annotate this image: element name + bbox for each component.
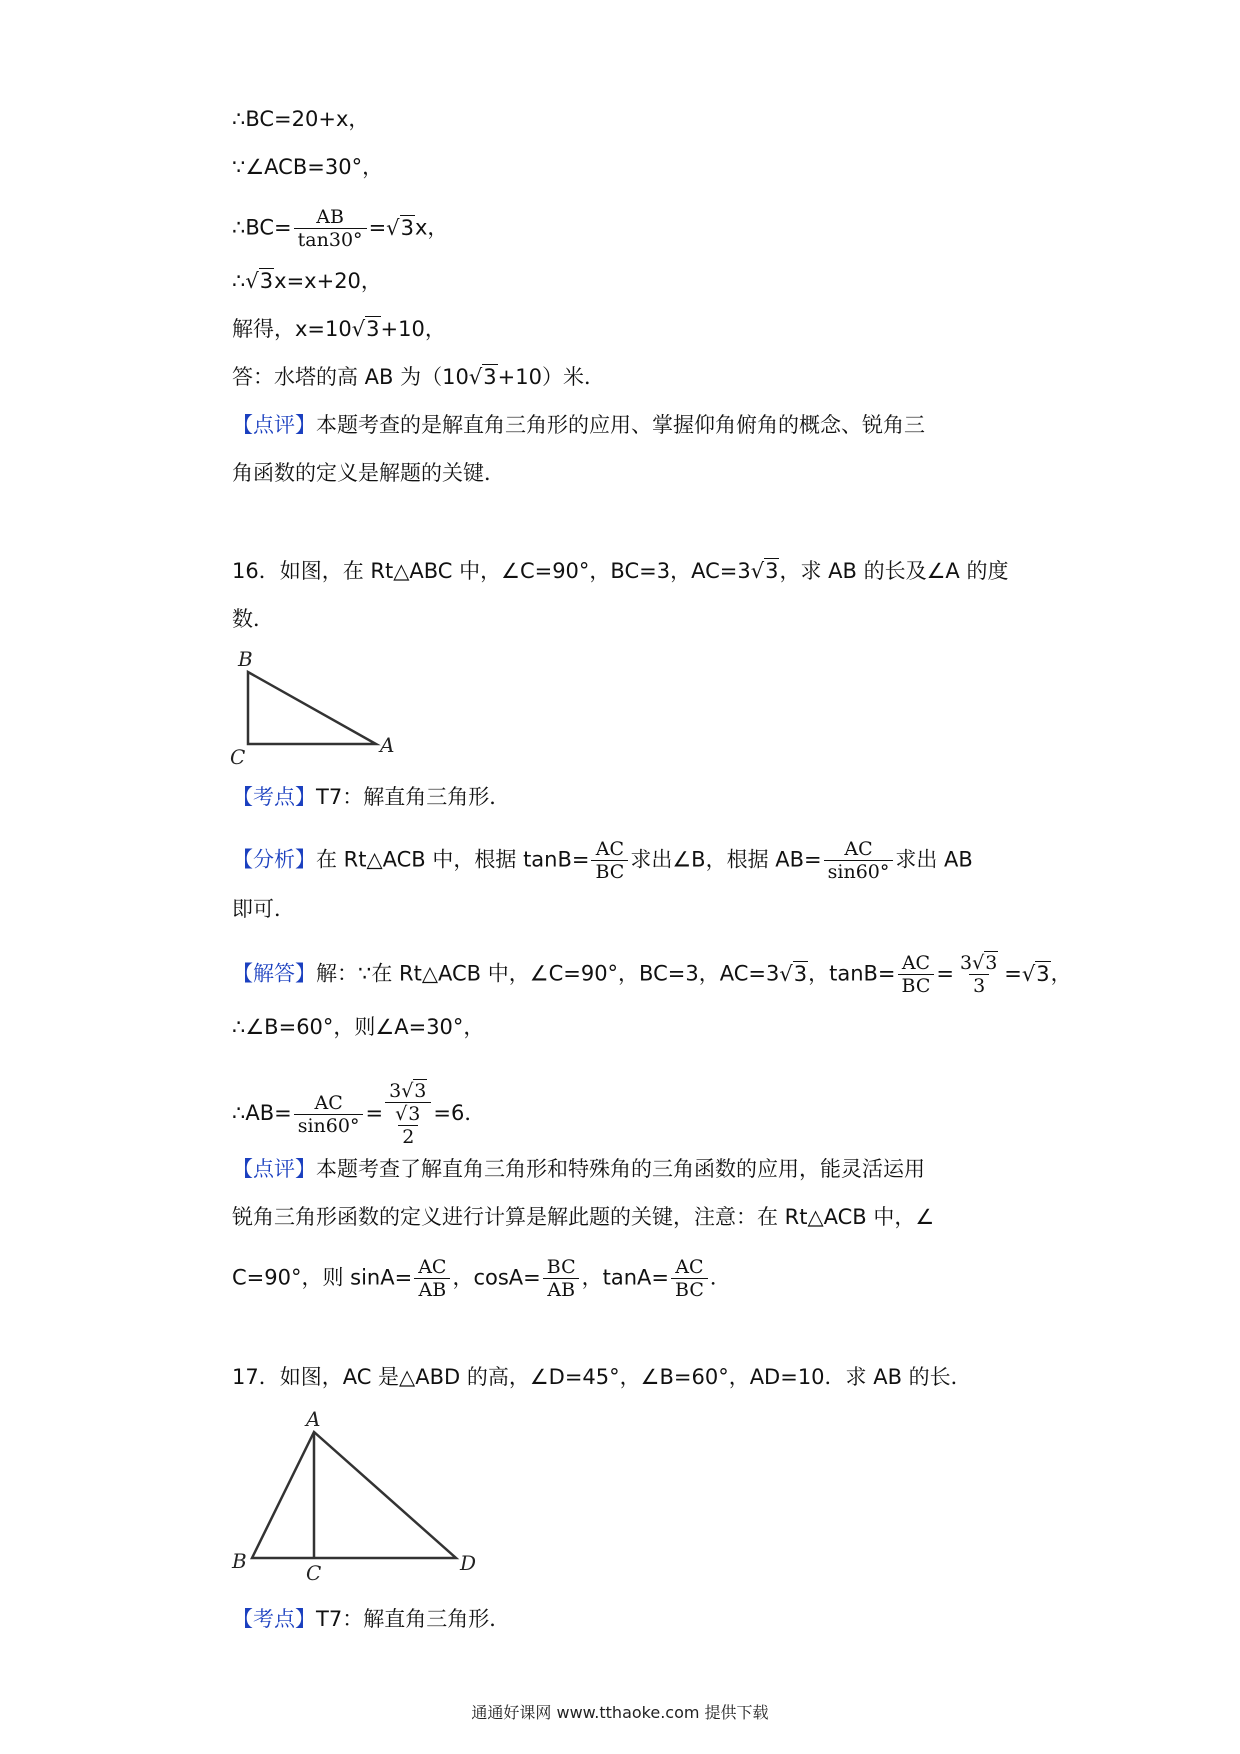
- radicand: 3: [985, 952, 998, 974]
- radicand: 3: [765, 559, 779, 583]
- numerator: BC: [546, 1256, 576, 1278]
- solution-line: ∵∠ACB=30°，: [232, 155, 384, 179]
- numerator: [956, 952, 1002, 974]
- dianping-line: 锐角三角形函数的定义进行计算是解此题的关键，注意：在 Rt△ACB 中，∠: [232, 1205, 935, 1229]
- text: =: [365, 1101, 384, 1125]
- solution-line: [232, 1080, 485, 1148]
- kaodian-text: T7：解直角三角形．: [316, 1607, 511, 1631]
- text: ．: [709, 1265, 731, 1290]
- fraction: [385, 1080, 431, 1148]
- text: C=90°，则 sinA=: [232, 1265, 413, 1290]
- kaodian-tag: 【考点】: [232, 785, 316, 809]
- denominator: sin60°: [294, 1114, 364, 1137]
- sqrt: √3: [401, 1080, 427, 1102]
- numerator: AC: [314, 1091, 343, 1114]
- denominator: AB: [414, 1278, 450, 1301]
- sqrt: √3: [245, 269, 274, 293]
- text: x，: [414, 215, 449, 240]
- sqrt: √3: [468, 365, 497, 389]
- sqrt: √3: [395, 1103, 421, 1125]
- text: 解得，x=10: [232, 317, 352, 341]
- radicand: 3: [259, 269, 274, 293]
- jieda-tag: 【解答】: [232, 961, 316, 986]
- fraction: [956, 952, 1002, 997]
- solution-line: [232, 206, 448, 251]
- radicand: 3: [414, 1080, 427, 1102]
- sqrt: √3: [750, 559, 779, 583]
- question-16-stem-cont: 数．: [232, 607, 274, 631]
- fraction: [294, 206, 367, 251]
- denominator: [385, 1102, 431, 1148]
- fraction: [294, 1092, 364, 1137]
- sqrt: √3: [351, 317, 380, 341]
- text: 求出∠B，根据 AB=: [630, 847, 822, 872]
- jieda-line: [232, 952, 1072, 997]
- denominator: BC: [898, 974, 935, 997]
- fraction: [671, 1256, 708, 1301]
- comment-line: 角函数的定义是解题的关键．: [232, 461, 505, 485]
- text: ，: [1050, 961, 1072, 986]
- triangle-abc: [248, 672, 376, 744]
- vertex-label-a: A: [306, 1407, 321, 1431]
- text: ∴AB=: [232, 1101, 292, 1125]
- radicand: 3: [793, 961, 808, 986]
- radicand: 3: [1036, 961, 1050, 986]
- text: +10）米．: [497, 365, 605, 389]
- fenxi-tag: 【分析】: [232, 847, 316, 872]
- denominator: BC: [671, 1278, 708, 1301]
- text: 在 Rt△ACB 中，根据 tanB=: [316, 847, 590, 872]
- dianping-line: [232, 1154, 925, 1184]
- solution-line: [232, 266, 382, 296]
- text: ∴BC=: [232, 215, 292, 240]
- vertex-label-a: A: [380, 733, 395, 757]
- question-17-stem: 17．如图，AC 是△ABD 的高，∠D=45°，∠B=60°，AD=10．求 AB 的长．: [232, 1365, 972, 1389]
- text: =6．: [433, 1101, 486, 1125]
- vertex-label-d: D: [460, 1551, 477, 1575]
- comment-text: 本题考查的是解直角三角形的应用、掌握仰角俯角的概念、锐角三: [316, 413, 925, 437]
- sqrt: √3: [972, 952, 998, 974]
- sqrt: √3: [1021, 961, 1050, 986]
- fenxi-line: [232, 838, 973, 883]
- text: 答：水塔的高 AB 为（10: [232, 365, 469, 389]
- denominator: 2: [398, 1125, 418, 1148]
- text: ，tanB=: [808, 961, 896, 986]
- text: 解：∵在 Rt△ACB 中，∠C=90°，BC=3，AC=3: [316, 961, 780, 986]
- denominator: BC: [591, 860, 628, 883]
- denominator: AB: [543, 1278, 579, 1301]
- numerator: [391, 1103, 425, 1125]
- triangle-abd: [252, 1432, 456, 1558]
- page-footer: 通通好课网 www.tthaoke.com 提供下载: [471, 1703, 769, 1722]
- text: ，求 AB 的长及∠A 的度: [779, 559, 1009, 583]
- solution-line: ∴∠B=60°，则∠A=30°，: [232, 1015, 485, 1039]
- denominator: sin60°: [824, 860, 894, 883]
- text: 3: [960, 952, 973, 974]
- fraction: [414, 1256, 450, 1301]
- text: 求出 AB: [895, 847, 973, 872]
- radicand: 3: [483, 365, 497, 389]
- question-16-stem: [232, 556, 1008, 586]
- dianping-line: [232, 1256, 731, 1301]
- text: x=x+20，: [274, 269, 382, 293]
- text: =: [936, 961, 954, 986]
- numerator: AC: [595, 838, 625, 860]
- fraction: [824, 838, 894, 883]
- numerator: AC: [675, 1256, 704, 1278]
- fraction: [591, 838, 628, 883]
- vertex-label-b: B: [238, 647, 253, 671]
- denominator: tan30°: [294, 228, 367, 251]
- text: +10，: [380, 317, 446, 341]
- text: 16．如图，在 Rt△ABC 中，∠C=90°，BC=3，AC=3: [232, 559, 751, 583]
- answer-line: [232, 362, 605, 392]
- fenxi-line-cont: 即可．: [232, 897, 295, 921]
- numerator: AB: [316, 206, 344, 228]
- text: =: [1004, 961, 1022, 986]
- numerator: [385, 1080, 431, 1102]
- sqrt: √3: [779, 961, 808, 986]
- kaodian-tag: 【考点】: [232, 1607, 316, 1631]
- radicand: 3: [400, 215, 414, 240]
- kaodian-text: T7：解直角三角形．: [316, 785, 511, 809]
- triangle-abc-figure: [226, 644, 406, 768]
- dianping-tag: 【点评】: [232, 1157, 316, 1181]
- denominator: 3: [969, 974, 989, 997]
- text: =: [368, 215, 387, 240]
- kaodian-line: [232, 1604, 510, 1634]
- fraction: [543, 1256, 580, 1301]
- text: ∴: [232, 269, 246, 293]
- solution-line: ∴BC=20+x，: [232, 107, 370, 131]
- text: ，cosA=: [452, 1265, 541, 1290]
- radicand: 3: [408, 1103, 421, 1125]
- solution-line: [232, 314, 446, 344]
- numerator: AC: [901, 952, 931, 974]
- text: ，tanA=: [581, 1265, 669, 1290]
- text: 3: [389, 1080, 402, 1102]
- sqrt: √3: [386, 215, 414, 240]
- comment-line: [232, 410, 925, 440]
- numerator: AC: [844, 838, 873, 860]
- kaodian-line: [232, 782, 510, 812]
- triangle-abd-figure: [226, 1404, 496, 1584]
- nested-fraction: [391, 1103, 425, 1148]
- vertex-label-c: C: [306, 1561, 322, 1584]
- comment-tag: 【点评】: [232, 413, 316, 437]
- radicand: 3: [366, 317, 380, 341]
- fraction: [898, 952, 935, 997]
- dianping-text: 本题考查了解直角三角形和特殊角的三角函数的应用，能灵活运用: [316, 1157, 925, 1181]
- numerator: AC: [418, 1256, 447, 1278]
- vertex-label-b: B: [232, 1549, 247, 1573]
- vertex-label-c: C: [230, 745, 246, 768]
